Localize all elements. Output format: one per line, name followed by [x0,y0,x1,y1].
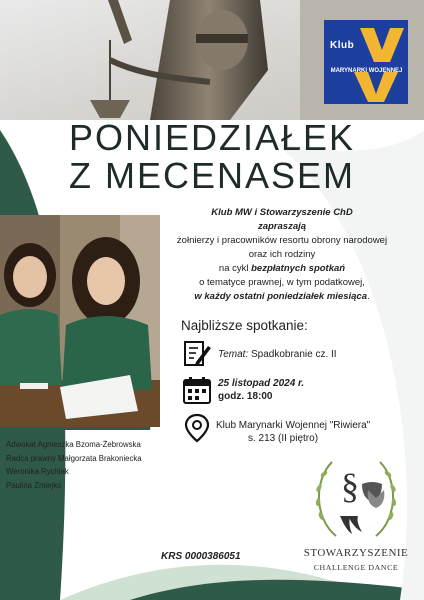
cycle-line [150,262,414,276]
cycle-bold: bezpłatnych spotkań [251,263,346,274]
justitia-statue-image [90,0,268,120]
place-line-2: s. 213 (II piętro) [248,433,319,444]
stow-line-1: STOWARZYSZENIE [303,547,409,559]
topic-label: Temat: [218,349,249,360]
person-name: Weronika Rychlak [6,467,69,476]
cycle-prefix: na cykl [218,263,252,274]
krs-number: KRS 0000386051 [161,551,241,562]
klub-mw-logo [324,20,408,104]
topic-line: o tematyce prawnej, w tym podatkowej, [199,277,365,288]
svg-text:§: § [341,466,359,506]
audience-line-2: oraz ich rodziny [248,249,316,260]
challenge-dance-logo [292,450,420,590]
hero-banner [0,0,424,120]
topic-text [218,348,337,361]
place-line-1: Klub Marynarki Wojennej "Riwiera" [216,420,371,431]
schedule-suffix: . [367,291,370,302]
title-line-2: Z MECENASEM [68,155,356,196]
next-meeting-heading: Najbliższe spotkanie: [181,318,308,333]
person-name: Paulina Żmiejko [6,480,62,490]
notepad-pen-icon [182,338,212,368]
organizers: Klub MW i Stowarzyszenie ChD [211,207,353,218]
intro-text [150,206,414,304]
logo-klub-text: Klub [330,40,355,51]
title-line-1: PONIEDZIAŁEK [68,117,356,158]
audience-line-1: żołnierzy i pracowników resortu obrony narodowej [176,235,388,246]
location-pin-icon [182,413,212,443]
topic-value: Spadkobranie cz. II [248,349,337,360]
lawyer-names [6,438,142,492]
schedule-line [150,290,414,304]
calendar-icon [182,375,212,405]
person-name: Radca prawny Małgorzata Brakoniecka [6,453,142,463]
schedule: w każdy ostatni poniedziałek miesiąca [194,291,367,302]
lawyers-photo [0,215,160,427]
invite: zapraszają [257,221,307,232]
time-text: godz. 18:00 [218,391,273,402]
person-name: Adwokat Agnieszka Bzoma-Żebrowska [6,440,141,449]
date-text: 25 listopad 2024 r. [218,378,305,389]
logo-subtitle: MARYNARKI WOJENNEJ [330,68,403,74]
stow-line-2: CHALLENGE DANCE [313,563,399,572]
